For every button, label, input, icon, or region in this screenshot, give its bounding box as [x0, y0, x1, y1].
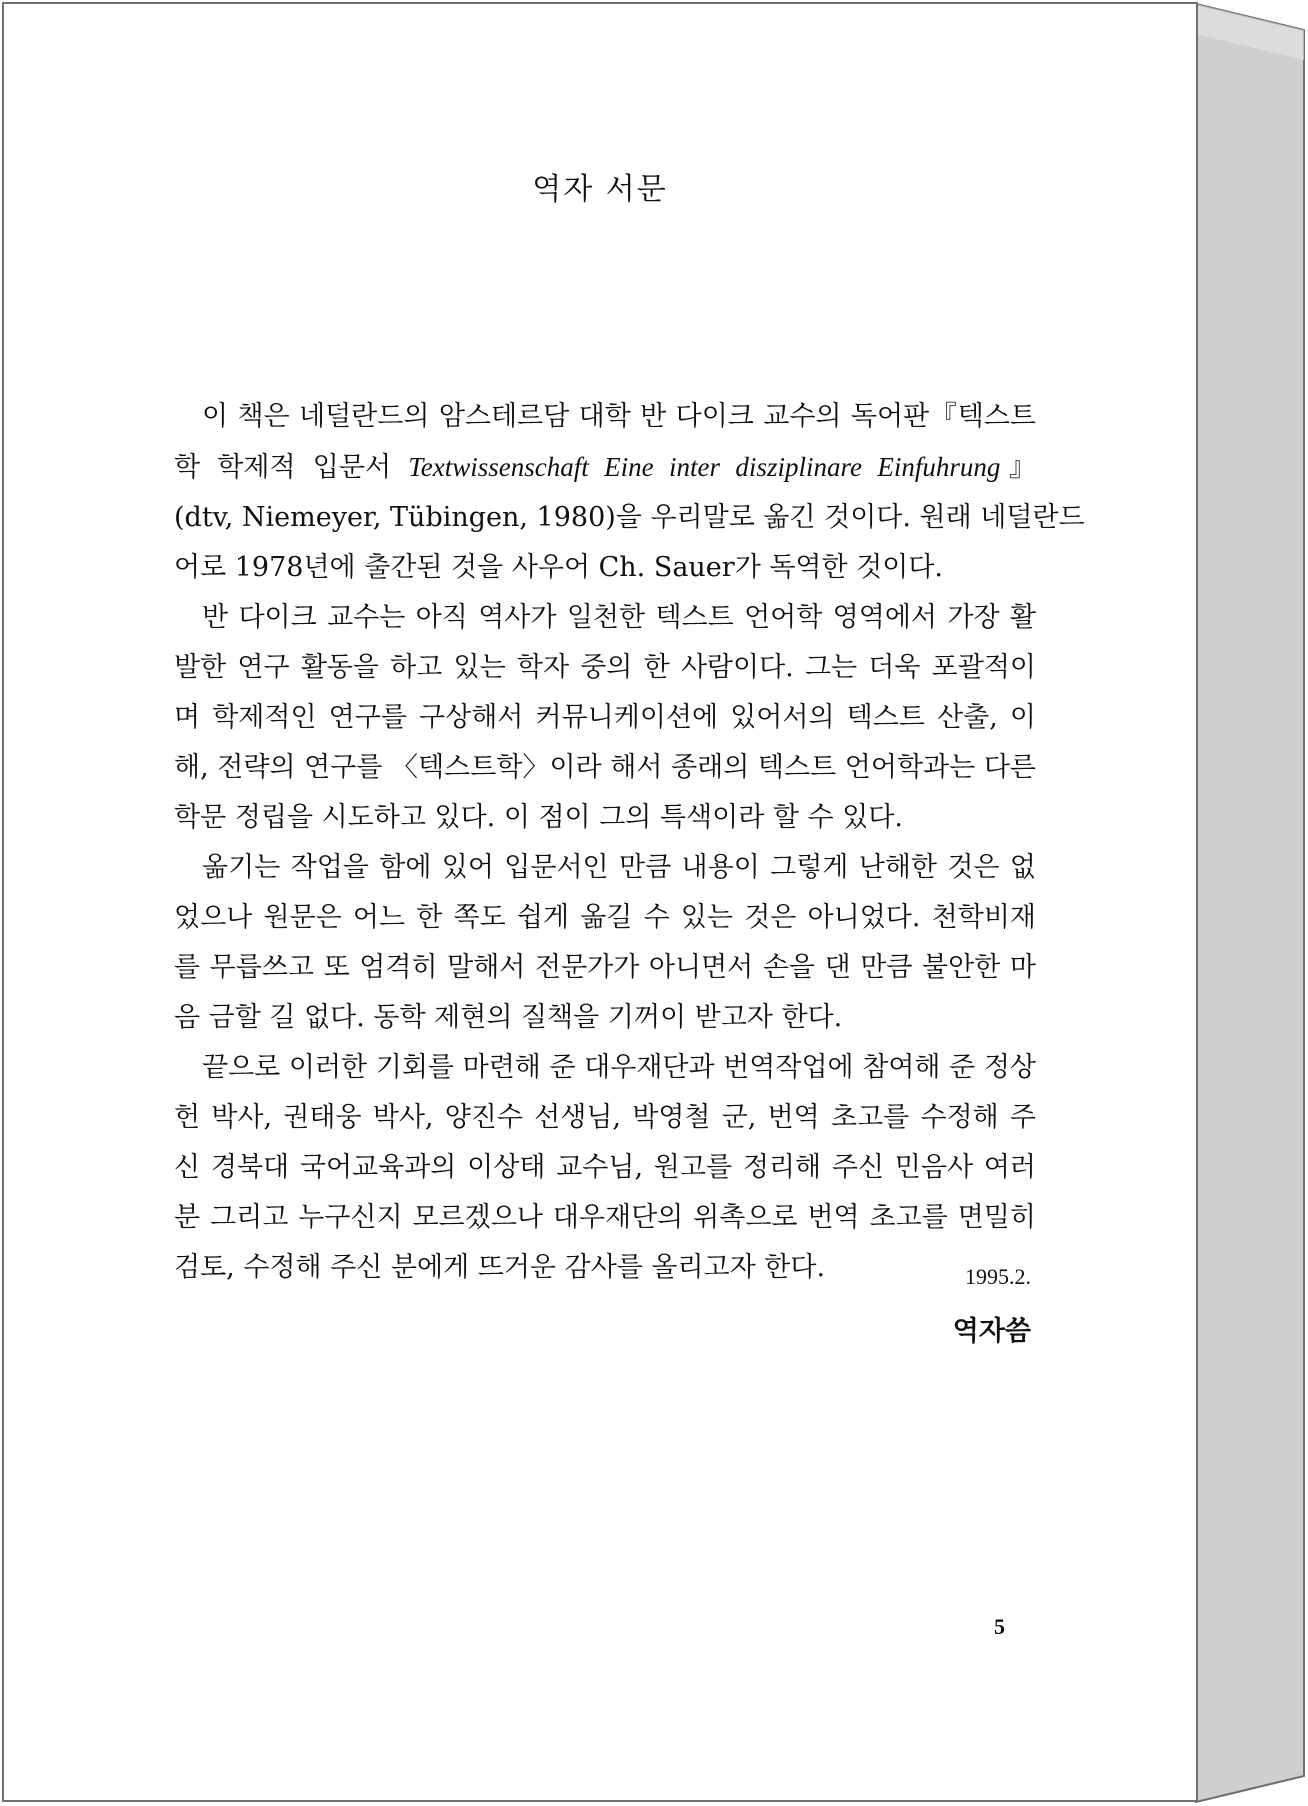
- preface-date: 1995.2.: [965, 1264, 1031, 1289]
- page-number: 5: [994, 1614, 1005, 1639]
- text-line: 옮기는 작업을 함에 있어 입문서인 만큼 내용이 그렇게 난해한 것은 없: [202, 852, 1036, 883]
- document-page: [2, 2, 1198, 1802]
- translator-signature: 역자씀: [952, 1316, 1031, 1347]
- preface-body: [174, 392, 1085, 1293]
- page-title: 역자 서문: [532, 172, 668, 207]
- text-line: 끝으로 이러한 기회를 마련해 준 대우재단과 번역작업에 참여해 준 정상: [202, 1052, 1036, 1083]
- text-line: 발한 연구 활동을 하고 있는 학자 중의 한 사람이다. 그는 더욱 포괄적이: [174, 652, 1036, 683]
- text-segment: 학 학제적 입문서: [174, 452, 409, 483]
- paragraph-1: [174, 392, 1085, 593]
- text-segment: 』: [1000, 452, 1037, 483]
- text-line: 어로 1978년에 출간된 것을 사우어 Ch. Sauer가 독역한 것이다.: [174, 552, 944, 583]
- text-line: 를 무릅쓰고 또 엄격히 말해서 전문가가 아니면서 손을 댄 만큼 불안한 마: [174, 952, 1036, 983]
- text-line: (dtv, Niemeyer, Tübingen, 1980)을 우리말로 옮긴 것이다. 원래 네덜란드: [174, 502, 1085, 533]
- text-line: 반 다이크 교수는 아직 역사가 일천한 텍스트 언어학 영역에서 가장 활: [202, 602, 1036, 633]
- paragraph-2: [174, 593, 1036, 843]
- text-line: 분 그리고 누구신지 모르겠으나 대우재단의 위촉으로 번역 초고를 면밀히: [174, 1202, 1036, 1233]
- text-line: 며 학제적인 연구를 구상해서 커뮤니케이션에 있어서의 텍스트 산출, 이: [174, 702, 1036, 733]
- book-title-italic: Textwissenschaft Eine inter disziplinare Einfuhrung: [408, 452, 1001, 482]
- text-line: 해, 전략의 연구를 〈텍스트학〉이라 해서 종래의 텍스트 언어학과는 다른: [174, 752, 1036, 783]
- paragraph-4: [174, 1043, 1036, 1293]
- paragraph-3: [174, 843, 1036, 1043]
- text-line: 신 경북대 국어교육과의 이상태 교수님, 원고를 정리해 주신 민음사 여러: [174, 1152, 1036, 1183]
- text-line: [174, 442, 1036, 493]
- text-line: 헌 박사, 권태웅 박사, 양진수 선생님, 박영철 군, 번역 초고를 수정해 주: [174, 1102, 1036, 1133]
- text-line: 음 금할 길 없다. 동학 제현의 질책을 기꺼이 받고자 한다.: [174, 1002, 843, 1033]
- text-line: 학문 정립을 시도하고 있다. 이 점이 그의 특색이라 할 수 있다.: [174, 802, 903, 833]
- text-line: 이 책은 네덜란드의 암스테르담 대학 반 다이크 교수의 독어판『텍스트: [202, 401, 1036, 432]
- text-line: 었으나 원문은 어느 한 쪽도 쉽게 옮길 수 있는 것은 아니었다. 천학비재: [174, 902, 1036, 933]
- text-line: 검토, 수정해 주신 분에게 뜨거운 감사를 올리고자 한다.: [174, 1252, 826, 1283]
